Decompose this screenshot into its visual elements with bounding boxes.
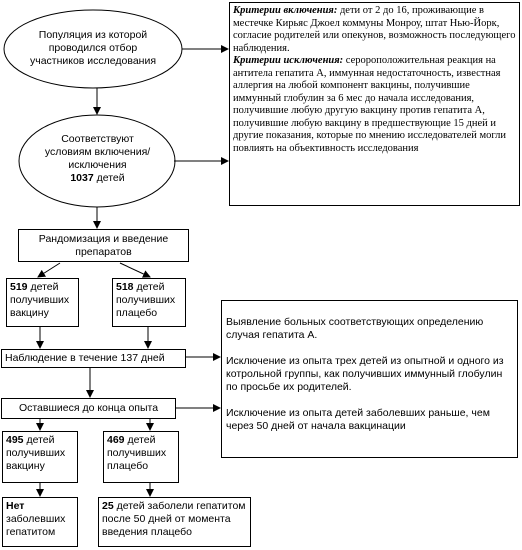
eligible-label (40, 133, 155, 185)
vaccine-group-count: 519 (10, 281, 28, 293)
remaining-text: Оставшиеся до конца опыта (18, 402, 159, 414)
placebo-remaining-box (103, 431, 179, 483)
observation-text: Наблюдение в течение 137 дней (5, 352, 165, 364)
population-label (22, 29, 164, 68)
placebo-group-count: 518 (116, 281, 134, 293)
vaccine-outcome-text: заболевших гепатитом (6, 513, 66, 538)
vaccine-outcome-bold: Нет (6, 500, 25, 512)
randomization-box (18, 229, 189, 262)
note-paragraph-2: Исключение из опыта трех детей из опытной и одного из котрольной группы, как получивших иммунный глобулин по просьбе их родителей. (226, 355, 504, 393)
placebo-outcome-text: детей заболели гепатитом после 50 дней от момента введения плацебо (102, 500, 246, 538)
observation-box (1, 349, 186, 368)
eligible-count: 1037 (70, 172, 94, 184)
arrow-rand-placebo (120, 263, 150, 277)
inclusion-label: Критерии включения: (233, 5, 338, 16)
placebo-remaining-count: 469 (107, 434, 125, 446)
exclusion-label: Критерии исключения: (233, 55, 344, 66)
exclusions-note-box (221, 300, 518, 458)
vaccine-group-box (6, 278, 79, 327)
placebo-group-text: детей получивших плацебо (116, 281, 176, 319)
vaccine-group-text: детей получивших вакцину (10, 281, 70, 319)
vaccine-remaining-box (2, 431, 78, 483)
eligible-text: Соответствуют условиям включения/исключения (44, 133, 151, 171)
note-paragraph-3: Исключение из опыта детей заболевших раньше, чем через 50 дней от начала вакцинации (226, 407, 490, 432)
placebo-remaining-text: детей получивших плацебо (107, 434, 167, 472)
population-text: Популяция из которой проводился отбор участников исследования (29, 29, 157, 67)
arrow-rand-vaccine (38, 263, 60, 277)
placebo-group-box (112, 278, 186, 327)
inclusion-text: дети от 2 до 16, проживающие в местечке Кирьяс Джоел коммуны Монроу, штат Нью-Йорк, согласие родителей или опекунов, возможность последующего наблюдения. (233, 5, 516, 54)
eligible-unit: детей (93, 172, 125, 184)
vaccine-outcome-box (2, 497, 78, 547)
vaccine-remaining-count: 495 (6, 434, 24, 446)
remaining-box (1, 398, 176, 419)
criteria-box (229, 2, 520, 206)
randomization-text: Рандомизация и введение препаратов (38, 233, 169, 258)
exclusion-text: серopоположительная реакция на антитела гепатита А, иммунная недостаточность, известная аллергия на любой компонент вакцины, получившие иммунный глобулин за 6 мес до начала исследования, получившие любую другую вакцину против гепатита А, получившие любую вакцину в предшествующие 15 дней и другие показания, которые по мнению исследователей могли повлиять на объективность исследования (233, 55, 507, 154)
note-paragraph-1: Выявление больных соответствующих определению случая гепатита А. (226, 316, 484, 341)
vaccine-remaining-text: детей получивших вакцину (6, 434, 66, 472)
placebo-outcome-count: 25 (102, 500, 114, 512)
placebo-outcome-box (98, 497, 251, 547)
